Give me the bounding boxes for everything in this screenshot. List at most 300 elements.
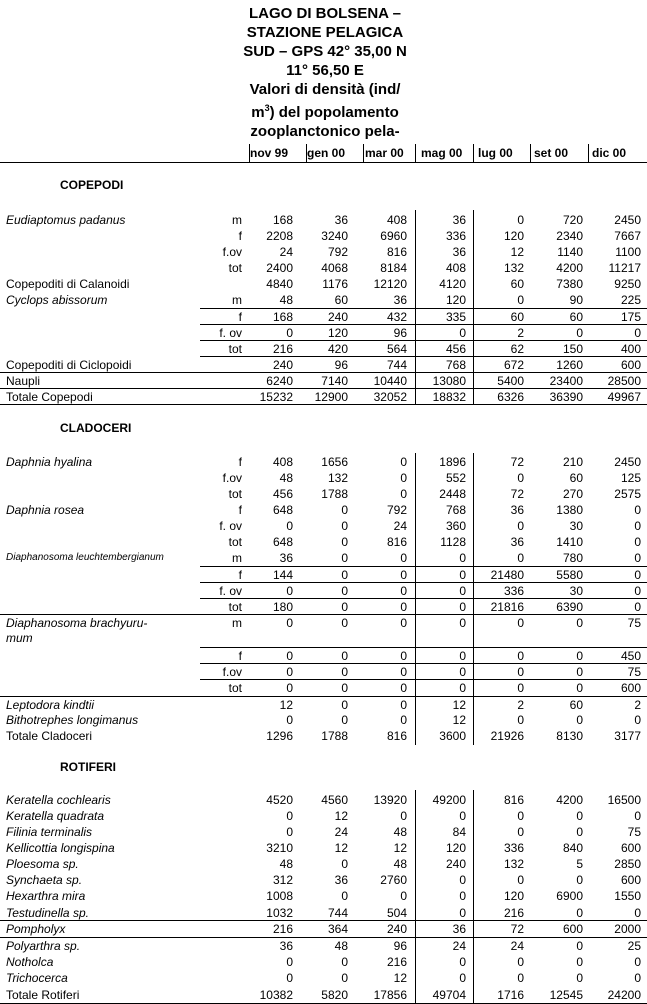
table-row [0,212,647,228]
table-row [0,697,647,713]
cell-value: 0 [459,809,466,823]
species-name: Diaphanosoma leuchtembergianum [6,552,164,563]
cell-value: 768 [445,503,466,517]
cell-value: 48 [393,857,407,871]
cell-value: 0 [517,471,524,485]
cell-value: 2340 [556,229,583,243]
stage-code: f [238,503,242,517]
species-name: Totale Rotiferi [6,988,80,1002]
cell-value: 0 [576,955,583,969]
cell-value: 0 [341,551,348,565]
cell-value: 1128 [440,535,466,549]
cell-value: 10440 [373,374,407,388]
cell-value: 72 [510,922,524,936]
cell-value: 0 [576,825,583,839]
cell-value: 240 [445,857,466,871]
cell-value: 72 [510,455,524,469]
stage-code: f. ov [219,519,242,533]
cell-value: 360 [445,519,466,533]
cell-value: 0 [634,503,641,517]
column-header: nov 99 [250,146,289,160]
cell-value: 408 [445,261,466,275]
cell-value: 30 [569,519,583,533]
cell-value: 816 [386,535,407,549]
cell-value: 60 [569,471,583,485]
cell-value: 3210 [266,841,293,855]
title-unit-exponent: 3 [264,103,270,113]
cell-value: 60 [569,698,583,712]
cell-value: 13080 [432,374,466,388]
cell-value: 0 [576,665,583,679]
species-name: Daphnia hyalina [6,455,93,469]
cell-value: 36 [452,245,466,259]
species-name: Bithotrephes longimanus [6,713,139,727]
cell-value: 25 [627,939,641,953]
cell-value: 0 [459,600,466,614]
cell-value: 0 [517,971,524,985]
cell-value: 0 [576,906,583,920]
cell-value: 0 [576,713,583,727]
species-name: Copepoditi di Calanoidi [6,277,130,291]
table-row [0,888,647,904]
cell-value: 0 [517,825,524,839]
table-row [0,550,647,566]
cell-value: 1410 [556,535,583,549]
cell-value: 1100 [615,245,641,259]
cell-value: 0 [341,519,348,533]
table-row [0,292,647,308]
cell-value: 3177 [614,729,641,743]
species-name: Polyarthra sp. [6,939,81,953]
cell-value: 0 [517,616,524,630]
cell-value: 0 [459,616,466,630]
stage-code: f [238,310,242,324]
cell-value: 2450 [614,213,641,227]
cell-value: 720 [562,213,583,227]
cell-value: 3600 [439,729,466,743]
table-row [0,824,647,840]
cell-value: 1008 [266,889,293,903]
cell-value: 9250 [614,277,641,291]
cell-value: 0 [517,293,524,307]
cell-value: 32052 [373,390,407,404]
column-divider [473,144,474,163]
cell-value: 240 [327,310,348,324]
cell-value: 0 [517,809,524,823]
cell-value: 0 [286,955,293,969]
table-row [0,325,647,341]
species-name: Ploesoma sp. [6,857,79,871]
cell-value: 0 [400,551,407,565]
cell-value: 600 [620,681,641,695]
cell-value: 450 [620,649,641,663]
title-line: 11° 56,50 E [286,62,364,79]
stage-code: tot [228,600,242,614]
stage-code: m [232,213,242,227]
cell-value: 408 [272,455,293,469]
species-name: Notholca [6,955,54,969]
species-name: Cyclops abissorum [6,293,108,307]
cell-value: 60 [510,277,524,291]
cell-value: 175 [620,310,641,324]
species-name-continued: mum [6,631,33,645]
table-row [0,648,647,664]
cell-value: 0 [634,535,641,549]
cell-value: 24 [334,825,348,839]
stage-code: tot [228,681,242,695]
stage-code: f [238,455,242,469]
cell-value: 48 [279,471,293,485]
cell-value: 0 [400,471,407,485]
cell-value: 5580 [556,568,583,582]
cell-value: 7667 [614,229,641,243]
species-name: Trichocerca [6,971,68,985]
species-name: Synchaeta sp. [6,873,83,887]
cell-value: 0 [517,551,524,565]
table-row [0,357,647,373]
cell-value: 0 [634,955,641,969]
cell-value: 60 [510,310,524,324]
stage-code: m [232,293,242,307]
cell-value: 0 [341,600,348,614]
species-name: Keratella cochlearis [6,793,111,807]
cell-value: 0 [341,698,348,712]
cell-value: 816 [386,729,407,743]
species-name: Copepoditi di Ciclopoidi [6,358,132,372]
cell-value: 2400 [266,261,293,275]
column-divider [588,144,589,163]
table-row [0,792,647,808]
cell-value: 12120 [373,277,407,291]
cell-value: 90 [569,293,583,307]
cell-value: 1788 [321,487,348,501]
cell-value: 0 [341,889,348,903]
cell-value: 0 [517,955,524,969]
species-name: Eudiaptomus padanus [6,213,126,227]
cell-value: 4560 [321,793,348,807]
column-header: set 00 [534,146,569,160]
cell-value: 2 [634,698,641,712]
cell-value: 816 [503,793,524,807]
stage-code: tot [228,261,242,275]
cell-value: 7140 [321,374,348,388]
table-row [0,244,647,260]
cell-value: 0 [517,519,524,533]
cell-value: 1656 [321,455,348,469]
cell-value: 1260 [556,358,583,372]
cell-value: 168 [272,213,293,227]
cell-value: 504 [386,906,407,920]
cell-value: 0 [517,665,524,679]
cell-value: 4200 [556,793,583,807]
column-header: gen 00 [307,146,346,160]
cell-value: 36 [279,939,293,953]
cell-value: 0 [459,906,466,920]
cell-value: 792 [386,503,407,517]
cell-value: 48 [334,939,348,953]
cell-value: 24 [279,245,293,259]
cell-value: 0 [400,455,407,469]
cell-value: 23400 [549,374,583,388]
cell-value: 21480 [490,568,524,582]
table-row [0,840,647,856]
cell-value: 36 [452,922,466,936]
cell-value: 2850 [614,857,641,871]
cell-value: 780 [562,551,583,565]
cell-value: 0 [634,326,641,340]
cell-value: 0 [576,809,583,823]
column-divider [249,144,250,163]
cell-value: 12 [452,713,466,727]
cell-value: 48 [279,293,293,307]
cell-value: 432 [386,310,407,324]
cell-value: 120 [503,229,524,243]
cell-value: 12 [334,841,348,855]
cell-value: 0 [400,568,407,582]
cell-value: 21926 [490,729,524,743]
cell-value: 2450 [614,455,641,469]
table-row [0,921,647,937]
column-header: mar 00 [365,146,404,160]
cell-value: 2575 [614,487,641,501]
cell-value: 4068 [321,261,348,275]
cell-value: 600 [620,873,641,887]
cell-value: 12 [393,971,407,985]
cell-value: 0 [459,971,466,985]
column-divider [530,144,531,163]
species-name: Totale Cladoceri [6,729,93,743]
cell-value: 0 [634,809,641,823]
column-divider [306,144,307,163]
cell-value: 0 [576,873,583,887]
cell-value: 2448 [439,487,466,501]
cell-value: 792 [327,245,348,259]
table-row [0,808,647,824]
cell-value: 0 [400,600,407,614]
cell-value: 0 [576,681,583,695]
table-row [0,872,647,888]
cell-value: 1380 [556,503,583,517]
table-row [0,486,647,502]
cell-value: 0 [517,873,524,887]
cell-value: 10382 [259,988,293,1002]
species-name: Leptodora kindtii [6,698,95,712]
title-unit-rest: ) del popolamento [269,104,399,121]
cell-value: 24 [510,939,524,953]
table-row [0,856,647,872]
cell-value: 600 [562,922,583,936]
title-line: STAZIONE PELAGICA [246,24,404,41]
cell-value: 12 [510,245,524,259]
cell-value: 216 [272,342,293,356]
cell-value: 125 [620,471,641,485]
cell-value: 400 [620,342,641,356]
cell-value: 7380 [556,277,583,291]
species-name: Pompholyx [6,922,66,936]
cell-value: 0 [576,649,583,663]
table-row [0,599,647,615]
cell-value: 408 [386,213,407,227]
cell-value: 0 [341,503,348,517]
table-row [0,309,647,325]
cell-value: 4120 [439,277,466,291]
cell-value: 75 [627,616,641,630]
cell-value: 0 [341,955,348,969]
cell-value: 120 [445,841,466,855]
column-divider [415,144,416,163]
cell-value: 240 [386,922,407,936]
cell-value: 270 [562,487,583,501]
cell-value: 456 [445,342,466,356]
cell-value: 1296 [266,729,293,743]
cell-value: 0 [400,681,407,695]
cell-value: 335 [445,310,466,324]
cell-value: 0 [286,825,293,839]
cell-value: 840 [562,841,583,855]
cell-value: 2208 [266,229,293,243]
cell-value: 36 [510,503,524,517]
cell-value: 132 [503,261,524,275]
cell-value: 420 [327,342,348,356]
cell-value: 744 [327,906,348,920]
cell-value: 36390 [549,390,583,404]
cell-value: 96 [393,326,407,340]
cell-value: 60 [569,310,583,324]
cell-value: 0 [341,649,348,663]
cell-value: 4200 [556,261,583,275]
cell-value: 336 [503,584,524,598]
cell-value: 216 [503,906,524,920]
cell-value: 6900 [556,889,583,903]
cell-value: 75 [627,825,641,839]
cell-value: 744 [386,358,407,372]
cell-value: 2000 [614,922,641,936]
cell-value: 2 [517,326,524,340]
cell-value: 96 [393,939,407,953]
stage-code: tot [228,487,242,501]
species-name: Daphnia rosea [6,503,85,517]
stage-code: f. ov [219,584,242,598]
cell-value: 49704 [432,988,466,1002]
cell-value: 0 [286,326,293,340]
cell-value: 8184 [380,261,407,275]
cell-value: 0 [634,551,641,565]
cell-value: 36 [279,551,293,565]
cell-value: 12 [279,698,293,712]
cell-value: 96 [334,358,348,372]
table-row [0,260,647,276]
cell-value: 216 [386,955,407,969]
title-line: SUD – GPS 42° 35,00 N [243,43,407,60]
cell-value: 150 [562,342,583,356]
cell-value: 36 [334,873,348,887]
cell-value: 816 [386,245,407,259]
stage-code: f. ov [219,326,242,340]
cell-value: 168 [272,310,293,324]
table-row [0,954,647,970]
cell-value: 648 [272,535,293,549]
table-row [0,583,647,599]
cell-value: 0 [341,584,348,598]
species-name: Naupli [6,374,41,388]
cell-value: 0 [400,665,407,679]
table-row [0,615,647,645]
cell-value: 5400 [497,374,524,388]
cell-value: 48 [393,825,407,839]
cell-value: 11217 [608,261,641,275]
cell-value: 672 [503,358,524,372]
cell-value: 0 [400,809,407,823]
cell-value: 0 [400,649,407,663]
cell-value: 210 [562,455,583,469]
cell-value: 0 [286,665,293,679]
table-row [0,276,647,292]
cell-value: 0 [341,713,348,727]
cell-value: 49200 [432,793,466,807]
cell-value: 0 [341,616,348,630]
species-name: Diaphanosoma brachyuru- [6,616,148,630]
cell-value: 0 [634,713,641,727]
cell-value: 0 [459,568,466,582]
cell-value: 0 [634,906,641,920]
cell-value: 216 [272,922,293,936]
table-row [0,938,647,954]
cell-value: 600 [620,841,641,855]
cell-value: 12900 [314,390,348,404]
cell-value: 0 [286,971,293,985]
cell-value: 4840 [266,277,293,291]
cell-value: 0 [286,584,293,598]
cell-value: 0 [341,681,348,695]
cell-value: 2760 [380,873,407,887]
cell-value: 12 [393,841,407,855]
cell-value: 6240 [266,374,293,388]
cell-value: 240 [272,358,293,372]
species-name: Keratella quadrata [6,809,105,823]
cell-value: 6960 [380,229,407,243]
column-header: lug 00 [478,146,513,160]
cell-value: 552 [445,471,466,485]
stage-code: f [238,229,242,243]
document-title [200,4,450,141]
cell-value: 225 [620,293,641,307]
cell-value: 564 [386,342,407,356]
stage-code: f.ov [222,245,242,259]
cell-value: 0 [517,649,524,663]
cell-value: 0 [341,971,348,985]
cell-value: 49967 [607,390,641,404]
cell-value: 0 [517,681,524,695]
cell-value: 336 [445,229,466,243]
table-row [0,341,647,357]
stage-code: f [238,649,242,663]
cell-value: 0 [459,649,466,663]
cell-value: 0 [400,698,407,712]
cell-value: 2 [517,698,524,712]
cell-value: 0 [634,568,641,582]
table-row [0,970,647,986]
cell-value: 1032 [266,906,293,920]
column-header: dic 00 [592,146,627,160]
cell-value: 62 [510,342,524,356]
cell-value: 72 [510,487,524,501]
cell-value: 36 [334,213,348,227]
cell-value: 17856 [373,988,407,1002]
cell-value: 28500 [607,374,641,388]
cell-value: 0 [459,955,466,969]
cell-value: 336 [503,841,524,855]
cell-value: 120 [445,293,466,307]
